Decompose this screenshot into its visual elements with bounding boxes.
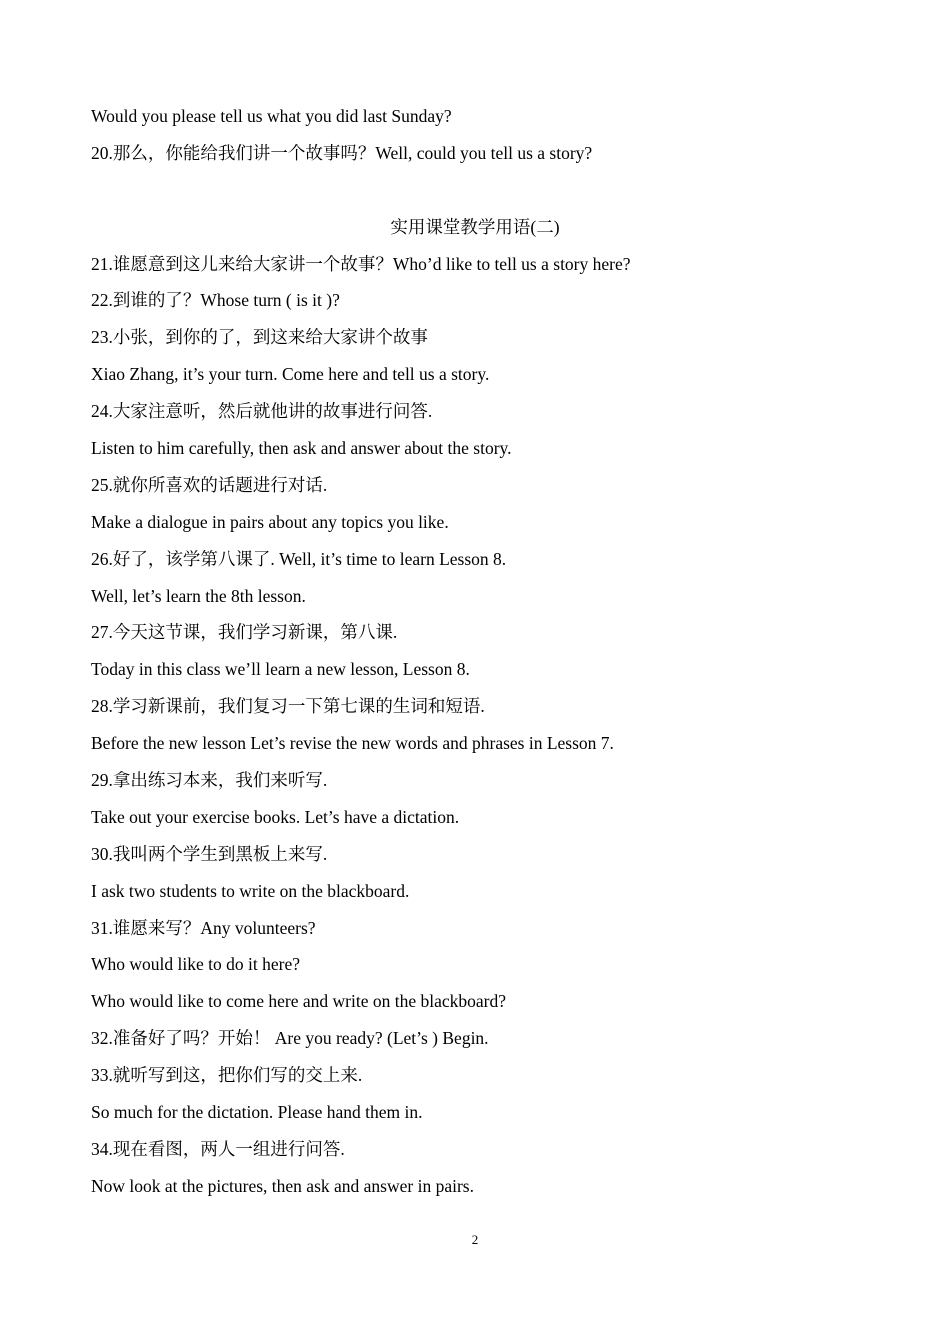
text-line: Make a dialogue in pairs about any topics you like. xyxy=(91,511,449,532)
text-line: Who would like to come here and write on the blackboard? xyxy=(91,991,506,1012)
text-line: 25.就你所喜欢的话题进行对话. xyxy=(91,474,328,495)
section-heading: 实用课堂教学用语(二) xyxy=(390,216,560,237)
text-line: 33.就听写到这，把你们写的交上来. xyxy=(91,1065,363,1086)
text-line: Take out your exercise books. Let’s have a dictation. xyxy=(91,806,460,827)
text-line: 22.到谁的了？Whose turn ( is it )? xyxy=(91,290,340,311)
text-line: 34.现在看图，两人一组进行问答. xyxy=(91,1138,345,1159)
document-body xyxy=(91,98,871,1205)
text-line: I ask two students to write on the blackboard. xyxy=(91,880,410,901)
text-line: 21.谁愿意到这儿来给大家讲一个故事？Who’d like to tell us a story here? xyxy=(91,253,631,274)
text-line: 24.大家注意听，然后就他讲的故事进行问答. xyxy=(91,401,433,422)
text-line: So much for the dictation. Please hand them in. xyxy=(91,1102,423,1123)
text-line: 20.那么，你能给我们讲一个故事吗？Well, could you tell us a story? xyxy=(91,142,593,163)
text-line: 29.拿出练习本来，我们来听写. xyxy=(91,770,328,791)
text-line: 23.小张，到你的了，到这来给大家讲个故事 xyxy=(91,327,428,348)
text-line: Xiao Zhang, it’s your turn. Come here and tell us a story. xyxy=(91,364,490,385)
text-line: 26.好了，该学第八课了. Well, it’s time to learn Lesson 8. xyxy=(91,548,507,569)
text-line: Who would like to do it here? xyxy=(91,954,300,975)
page-number: 2 xyxy=(471,1232,479,1247)
blank-line xyxy=(91,172,871,209)
text-line: 28.学习新课前，我们复习一下第七课的生词和短语. xyxy=(91,696,485,717)
text-line: Before the new lesson Let’s revise the new words and phrases in Lesson 7. xyxy=(91,733,614,754)
text-line: 31.谁愿来写？Any volunteers? xyxy=(91,917,316,938)
text-line: 32.准备好了吗？开始！ Are you ready? (Let’s ) Begin. xyxy=(91,1028,489,1049)
text-line: Would you please tell us what you did last Sunday? xyxy=(91,106,452,126)
text-line: Now look at the pictures, then ask and answer in pairs. xyxy=(91,1175,474,1196)
text-line: 30.我叫两个学生到黑板上来写. xyxy=(91,843,328,864)
text-line: Well, let’s learn the 8th lesson. xyxy=(91,585,306,606)
text-line: Listen to him carefully, then ask and answer about the story. xyxy=(91,438,512,459)
text-line: Today in this class we’ll learn a new lesson, Lesson 8. xyxy=(91,659,470,680)
text-line: 27.今天这节课，我们学习新课，第八课. xyxy=(91,622,398,643)
